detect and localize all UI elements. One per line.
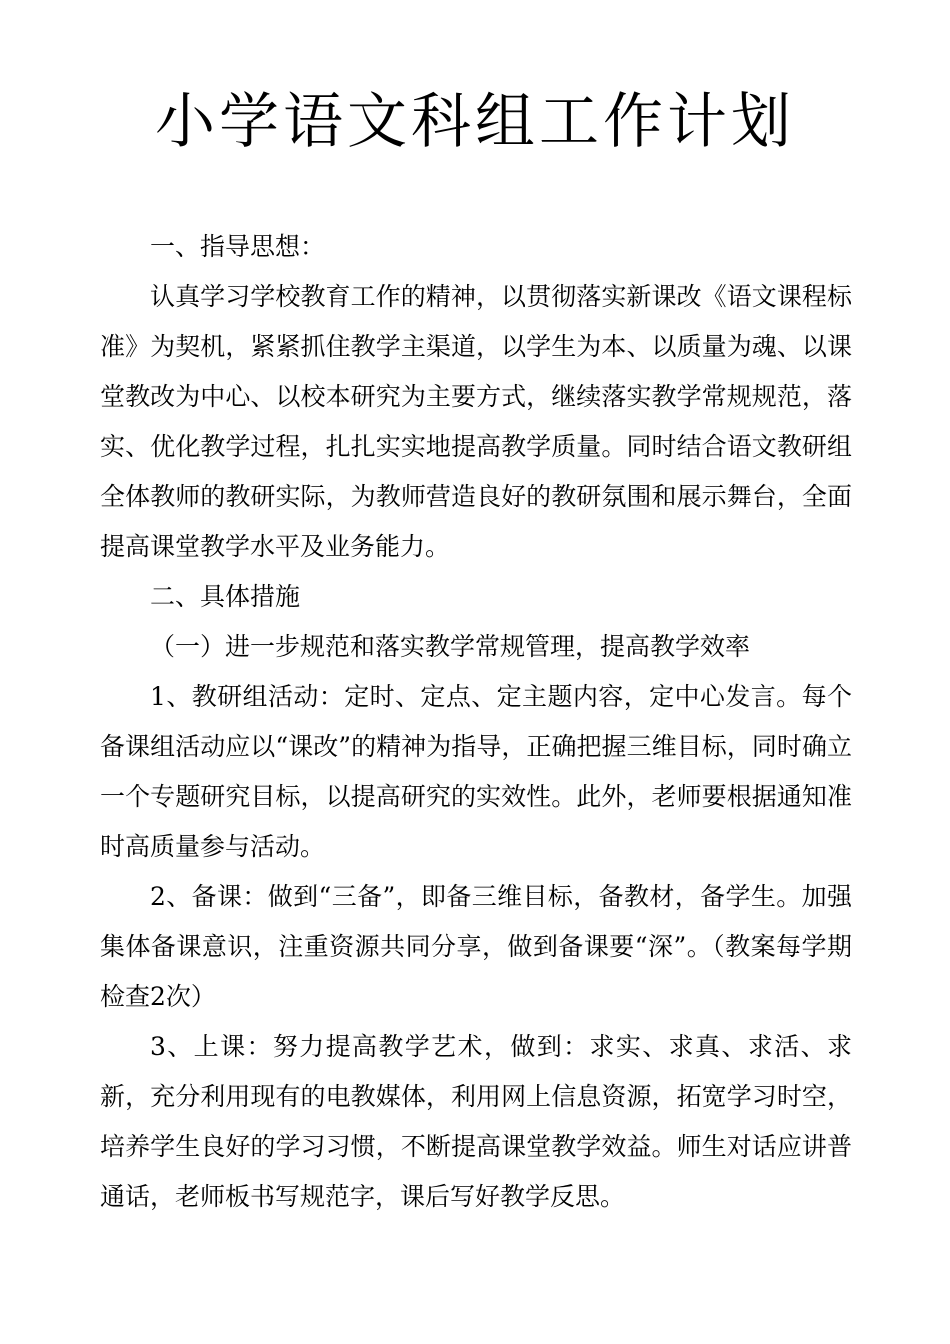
paragraph-item-1-research-group: 1、教研组活动：定时、定点、定主题内容，定中心发言。每个备课组活动应以“课改”的精神为指导，正确把握三维目标，同时确立一个专题研究目标，以提高研究的实效性。此外，老师要根据通知准时高质量参与活动。 bbox=[100, 682, 852, 861]
document-body bbox=[100, 222, 852, 1222]
paragraph-item-3-classes: 3、上课：努力提高教学艺术，做到：求实、求真、求活、求新，充分利用现有的电教媒体，利用网上信息资源，拓宽学习时空，培养学生良好的学习习惯，不断提高课堂教学效益。师生对话应讲普通话，老师板书写规范字，课后写好教学反思。 bbox=[100, 1032, 852, 1211]
paragraph-guiding-thought: 认真学习学校教育工作的精神，以贯彻落实新课改《语文课程标准》为契机，紧紧抓住教学主渠道，以学生为本、以质量为魂、以课堂教改为中心、以校本研究为主要方式，继续落实教学常规规范，落实、优化教学过程，扎扎实实地提高教学质量。同时结合语文教研组全体教师的教研实际，为教师营造良好的教研氛围和展示舞台，全面提高课堂教学水平及业务能力。 bbox=[100, 282, 852, 561]
section-heading-measures: 二、具体措施 bbox=[150, 582, 301, 611]
section-heading-guiding-thought: 一、指导思想： bbox=[150, 232, 326, 261]
paragraph-item-2-lesson-prep: 2、备课：做到“三备”，即备三维目标，备教材，备学生。加强集体备课意识，注重资源共同分享，做到备课要“深”。（教案每学期检查2次） bbox=[100, 882, 852, 1011]
sub-heading-teaching-routine: （一）进一步规范和落实教学常规管理，提高教学效率 bbox=[150, 632, 751, 661]
document-title: 小学语文科组工作计划 bbox=[155, 87, 795, 157]
